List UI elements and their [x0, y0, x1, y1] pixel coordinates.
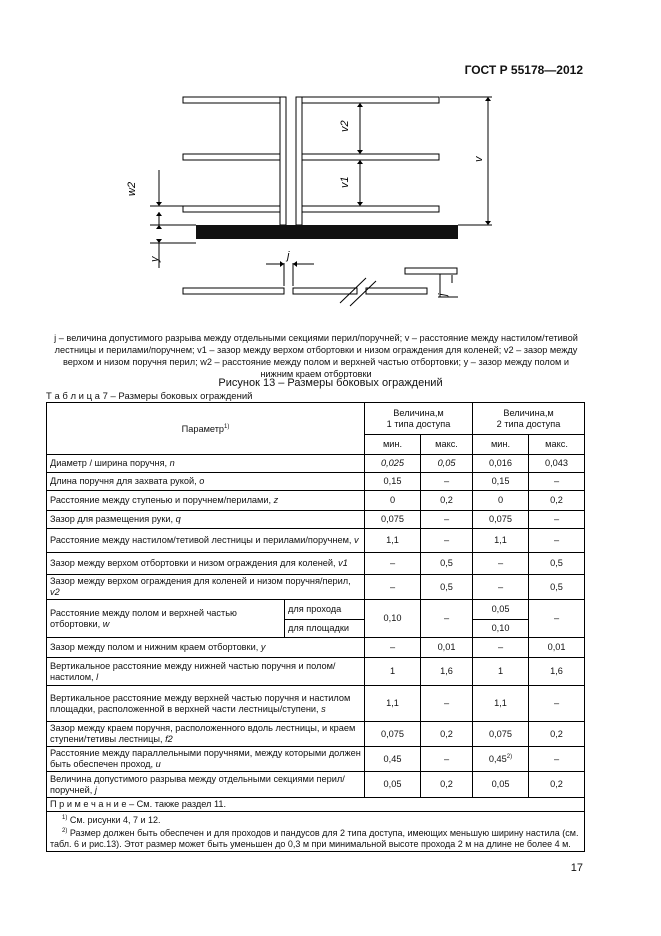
header-type1: Величина,м 1 типа доступа: [365, 403, 473, 435]
right-low-rail: [302, 206, 439, 212]
row-value: –: [421, 511, 473, 529]
row-value: 1: [473, 658, 529, 686]
floor-slab: [196, 225, 458, 239]
header-parameter: Параметр$^{1)}$: [47, 403, 365, 455]
row-value: 0,5: [529, 575, 585, 600]
left-mid-rail: [183, 154, 280, 160]
row-value: 0,2: [421, 491, 473, 511]
row-parameter: Зазор между полом и нижним краем отбортовки, y: [47, 638, 365, 658]
row-w-v4: –: [529, 600, 585, 638]
row-parameter: Длина поручня для захвата рукой, o: [47, 473, 365, 491]
table-row: [47, 455, 585, 473]
row-value: 1,1: [365, 529, 421, 553]
row-value: 1,6: [421, 658, 473, 686]
railing-diagram: [0, 0, 661, 330]
row-value: 0,075: [473, 511, 529, 529]
row-value: –: [421, 686, 473, 722]
row-value: –: [473, 638, 529, 658]
row-parameter: Расстояние между настилом/тетивой лестницы и перилами/поручнем, v: [47, 529, 365, 553]
label-v: v: [473, 156, 485, 162]
row-parameter: Диаметр / ширина поручня, n: [47, 455, 365, 473]
row-value: 1,1: [473, 686, 529, 722]
table-row: [47, 575, 585, 600]
row-parameter: Вертикальное расстояние между верхней частью поручня и настилом площадки, расположенной в верхней части лестницы/ступени, s: [47, 686, 365, 722]
row-w-v3a: 0,05: [473, 600, 529, 620]
label-j-gap: j: [287, 250, 290, 262]
row-value: –: [529, 747, 585, 772]
row-value: 0,01: [529, 638, 585, 658]
row-value: 0,5: [421, 575, 473, 600]
right-post: [296, 97, 302, 225]
row-value: –: [529, 511, 585, 529]
row-value: 0,5: [421, 553, 473, 575]
row-value: 0,05: [365, 772, 421, 798]
row-value: 0,075: [365, 511, 421, 529]
table-row: [47, 473, 585, 491]
row-value: 0,5: [529, 553, 585, 575]
table-row: [47, 553, 585, 575]
right-mid-rail: [302, 154, 439, 160]
table-row: [47, 772, 585, 798]
row-parameter: Зазор между верхом отбортовки и низом ограждения для коленей, v1: [47, 553, 365, 575]
row-value: 0,2: [421, 722, 473, 747]
row-value: 0,01: [421, 638, 473, 658]
row-value: 0,05: [473, 772, 529, 798]
row-value: –: [529, 686, 585, 722]
label-w2: w2: [126, 181, 138, 196]
table-title: Т а б л и ц а 7 – Размеры боковых ограждений: [46, 391, 253, 402]
header-min2: мин.: [473, 435, 529, 455]
right-top-rail: [302, 97, 439, 103]
row-value: –: [473, 575, 529, 600]
row-value: 1: [365, 658, 421, 686]
document-id: ГОСТ Р 55178—2012: [464, 63, 583, 77]
row-w-sub-a: для прохода: [285, 600, 365, 620]
page-number: 17: [570, 862, 583, 874]
row-value: 0,075: [365, 722, 421, 747]
row-parameter: Вертикальное расстояние между нижней частью поручня и полом/настилом, l: [47, 658, 365, 686]
row-value: 0,45: [365, 747, 421, 772]
table-row: [47, 686, 585, 722]
row-w-sub-b: для площадки: [285, 620, 365, 638]
table-row: [47, 658, 585, 686]
row-parameter: Зазор для размещения руки, q: [47, 511, 365, 529]
row-value: –: [421, 529, 473, 553]
label-j-step: j: [437, 293, 449, 296]
table-row: [47, 511, 585, 529]
table-footnotes: $^{1)}$ См. рисунки 4, 7 и 12. $^{2)}$ Размер должен быть обеспечен и для проходов и пандусов для 2 типа доступа, имеющих меньшую ширину настила (см. табл. 6 и рис.13). Этот размер может быть уменьшен до 0,3 м при минимальной высоте прохода 2 м на длине не более 4 м.: [47, 812, 585, 852]
table-row: [47, 722, 585, 747]
label-v1: v1: [339, 176, 351, 188]
row-parameter: Расстояние между ступенью и поручнем/перилами, z: [47, 491, 365, 511]
dimensions-table: [46, 402, 585, 852]
row-value: 0,15: [473, 473, 529, 491]
table-row: [47, 747, 585, 772]
row-w-v2: –: [421, 600, 473, 638]
row-value: 0,2: [529, 491, 585, 511]
row-value: 0,2: [529, 722, 585, 747]
row-value: 0,2: [529, 772, 585, 798]
row-value: 0,45$^{2)}$: [473, 747, 529, 772]
row-value: 0,016: [473, 455, 529, 473]
row-w-v3b: 0,10: [473, 620, 529, 638]
row-parameter: Величина допустимого разрыва между отдельными секциями перил/ поручней, j: [47, 772, 365, 798]
row-value: 1,6: [529, 658, 585, 686]
left-top-rail: [183, 97, 280, 103]
header-max1: макс.: [421, 435, 473, 455]
figure-title: Рисунок 13 – Размеры боковых ограждений: [218, 377, 443, 389]
table-note: П р и м е ч а н и е – См. также раздел 11.: [47, 798, 585, 812]
left-low-rail: [183, 206, 280, 212]
row-value: 0: [473, 491, 529, 511]
table-row: [47, 638, 585, 658]
left-post: [280, 97, 286, 225]
row-value: 1,1: [365, 686, 421, 722]
row-value: –: [421, 747, 473, 772]
row-w-v1: 0,10: [365, 600, 421, 638]
header-max2: макс.: [529, 435, 585, 455]
row-value: 1,1: [473, 529, 529, 553]
figure-caption-legend: j – величина допустимого разрыва между отдельными секциями перил/поручней; v – расстояние между настилом/тетивой лестницы и перилами/поручнем; v1 – зазор между верхом отбортовки и низом ограждения для коленей; v2 – зазор между верхом и низом поручня перил; w2 – расстояние между полом и верхней частью отбортовки; y – зазор между полом и нижним краем отбортовки: [54, 333, 578, 379]
row-value: –: [473, 553, 529, 575]
row-value: 0,15: [365, 473, 421, 491]
row-value: 0: [365, 491, 421, 511]
table-row: [47, 491, 585, 511]
row-value: –: [529, 473, 585, 491]
row-w-param: Расстояние между полом и верхней частью отбортовки, w: [47, 600, 285, 638]
row-value: 0,2: [421, 772, 473, 798]
row-parameter: Зазор между краем поручня, расположенного вдоль лестницы, и краем ступени/тетивы лестницы, f2: [47, 722, 365, 747]
row-parameter: Расстояние между параллельными поручнями, между которыми должен быть обеспечен проход, u: [47, 747, 365, 772]
row-parameter: Зазор между верхом ограждения для коленей и низом поручня/перил, v2: [47, 575, 365, 600]
row-value: –: [365, 553, 421, 575]
row-value: –: [529, 529, 585, 553]
row-value: 0,025: [365, 455, 421, 473]
row-value: 0,043: [529, 455, 585, 473]
label-y: y: [149, 256, 161, 262]
row-value: 0,05: [421, 455, 473, 473]
header-type2: Величина,м 2 типа доступа: [473, 403, 585, 435]
row-value: –: [365, 638, 421, 658]
row-value: 0,075: [473, 722, 529, 747]
label-v2: v2: [339, 120, 351, 132]
row-value: –: [421, 473, 473, 491]
row-value: –: [365, 575, 421, 600]
table-row: [47, 529, 585, 553]
header-min1: мин.: [365, 435, 421, 455]
